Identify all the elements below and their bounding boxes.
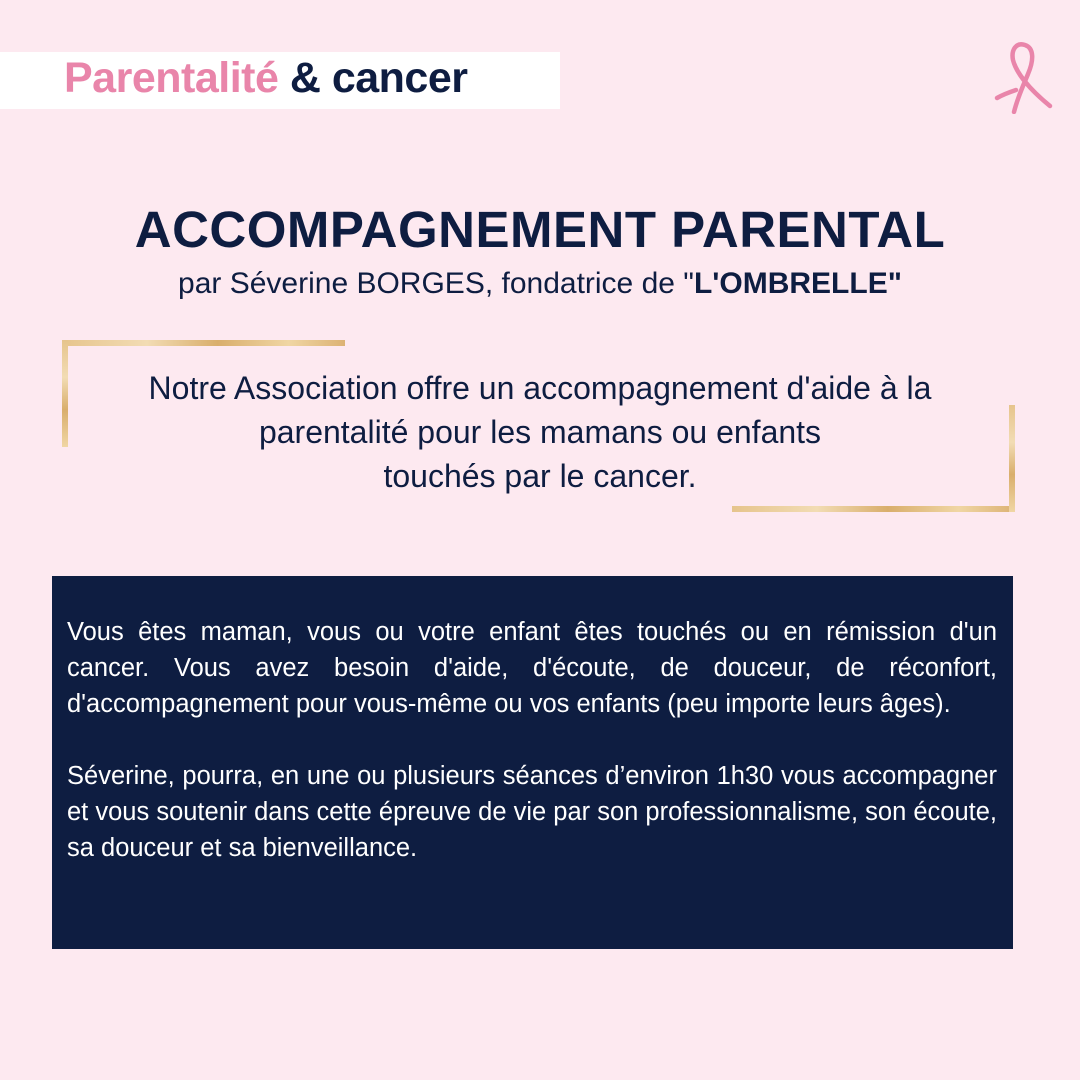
header-title-highlight: Parentalité [64,54,279,102]
gold-frame-bottom [732,506,1015,512]
intro-line: Notre Association offre un accompagnement d'aide à la [148,370,932,406]
intro-line: touchés par le cancer. [383,458,697,494]
subtitle-prefix: par Séverine BORGES, fondatrice de " [178,267,694,300]
subtitle-association-name: L'OMBRELLE" [693,267,902,300]
intro-text [70,366,1010,498]
header-title [64,50,468,106]
page-title: ACCOMPAGNEMENT PARENTAL [134,201,946,258]
gold-frame-left [62,340,68,447]
info-box [52,576,1013,949]
gold-frame-top [62,340,345,346]
info-paragraph-1: Vous êtes maman, vous ou votre enfant êtes touchés ou en rémission d'un cancer. Vous avez besoin d'aide, d'écoute, de douceur, de réconfort, d'accompagnement pour vous-même ou vos enfants (peu importe leurs âges). [67,618,997,718]
info-paragraph-2: Séverine, pourra, en une ou plusieurs séances d’environ 1h30 vous accompagner et vous soutenir dans cette épreuve de vie par son professionnalisme, son écoute, sa douceur et sa bienveillance. [67,762,997,862]
header-title-rest: & cancer [289,54,468,102]
info-box-text [67,614,997,866]
pink-ribbon-icon [994,40,1054,114]
intro-line: parentalité pour les mamans ou enfants [258,414,822,450]
page-subtitle [0,262,1080,306]
